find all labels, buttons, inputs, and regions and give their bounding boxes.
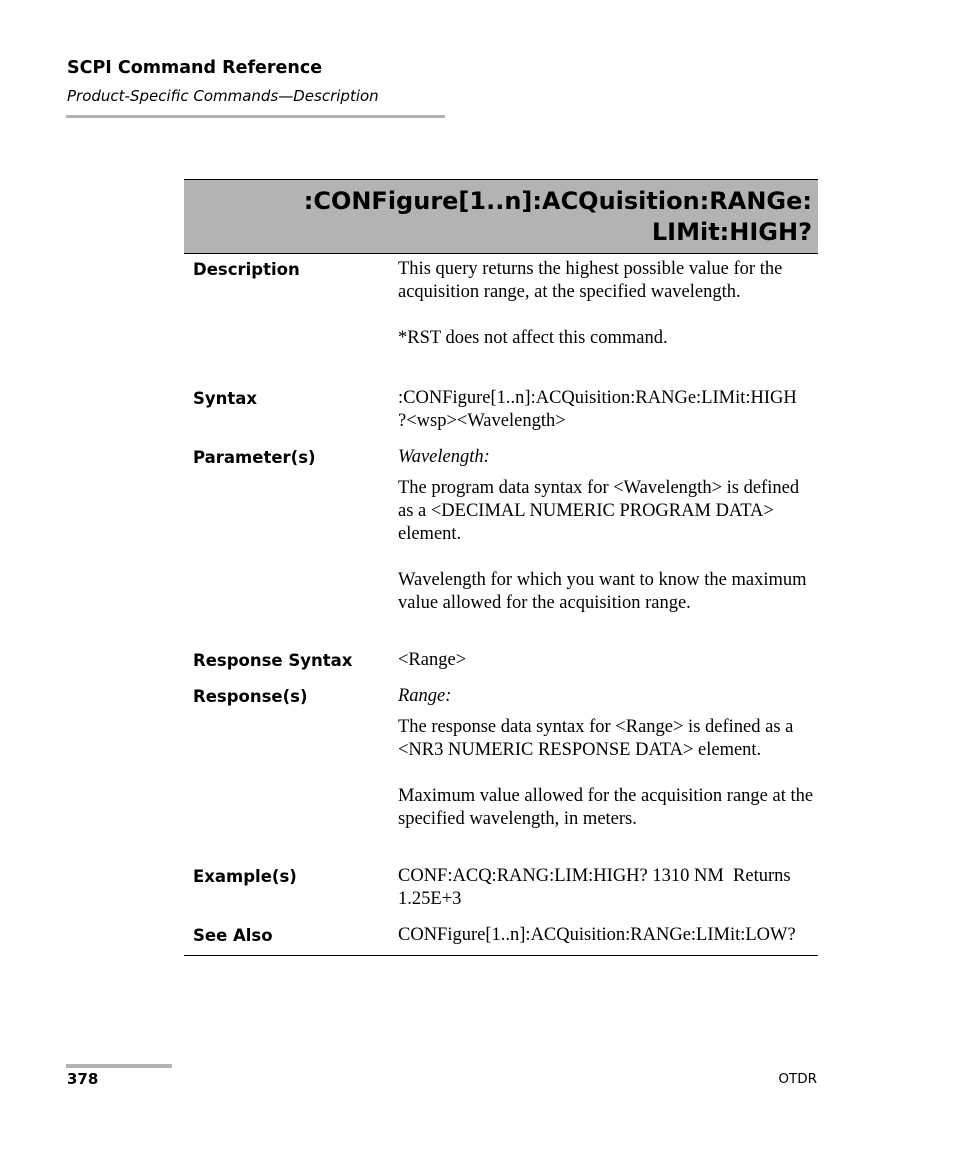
parameter-description: Wavelength for which you want to know the maximum value allowed for the acquisition range. <box>398 570 807 613</box>
section-title: SCPI Command Reference <box>67 58 323 78</box>
description-label: Description <box>193 260 300 279</box>
description-row <box>184 254 818 374</box>
response-syntax-content <box>398 649 818 672</box>
command-title-line1: :CONFigure[1..n]:ACQuisition:RANGe: <box>303 187 812 215</box>
command-title <box>184 179 818 254</box>
section-subtitle: Product-Specific Commands—Description <box>67 87 379 105</box>
page-number: 378 <box>67 1070 99 1088</box>
command-table <box>184 179 818 956</box>
header-divider <box>66 115 445 118</box>
parameter-name: Wavelength: <box>398 447 490 467</box>
see-also-text: CONFigure[1..n]:ACQuisition:RANGe:LIMit:LOW? <box>398 925 796 945</box>
product-name: OTDR <box>778 1071 817 1087</box>
response-syntax-text: <Range> <box>398 650 467 670</box>
syntax-content <box>398 387 818 433</box>
description-content <box>398 258 818 350</box>
response-syntax-description: The response data syntax for <Range> is defined as a <NR3 NUMERIC RESPONSE DATA> element. <box>398 717 794 760</box>
see-also-row <box>184 912 818 956</box>
parameters-row <box>184 434 818 637</box>
see-also-content <box>398 924 818 947</box>
see-also-label: See Also <box>193 926 273 945</box>
syntax-line1: :CONFigure[1..n]:ACQuisition:RANGe:LIMit:HIGH <box>398 388 797 408</box>
description-note: *RST does not affect this command. <box>398 328 668 348</box>
parameter-syntax-text: The program data syntax for <Wavelength> is defined as a <DECIMAL NUMERIC PROGRAM DATA> element. <box>398 478 800 544</box>
responses-label: Response(s) <box>193 687 308 706</box>
syntax-line2: ?<wsp><Wavelength> <box>398 411 566 431</box>
syntax-row <box>184 374 818 434</box>
footer-divider <box>66 1064 172 1068</box>
examples-row <box>184 853 818 912</box>
running-head <box>67 57 445 106</box>
parameters-label: Parameter(s) <box>193 448 316 467</box>
examples-content <box>398 865 818 911</box>
response-description: Maximum value allowed for the acquisition range at the specified wavelength, in meters. <box>398 786 814 829</box>
response-name: Range: <box>398 686 452 706</box>
syntax-label: Syntax <box>193 389 258 408</box>
example-line2: 1.25E+3 <box>398 889 462 909</box>
response-syntax-row <box>184 637 818 673</box>
parameters-content <box>398 446 818 615</box>
responses-row <box>184 673 818 853</box>
description-text: This query returns the highest possible value for the acquisition range, at the specified wavelength. <box>398 259 783 302</box>
response-syntax-label: Response Syntax <box>193 651 353 670</box>
example-line1: CONF:ACQ:RANG:LIM:HIGH? 1310 NM Returns <box>398 866 791 886</box>
examples-label: Example(s) <box>193 867 297 886</box>
responses-content <box>398 685 818 831</box>
command-title-line2: LIMit:HIGH? <box>651 218 812 246</box>
